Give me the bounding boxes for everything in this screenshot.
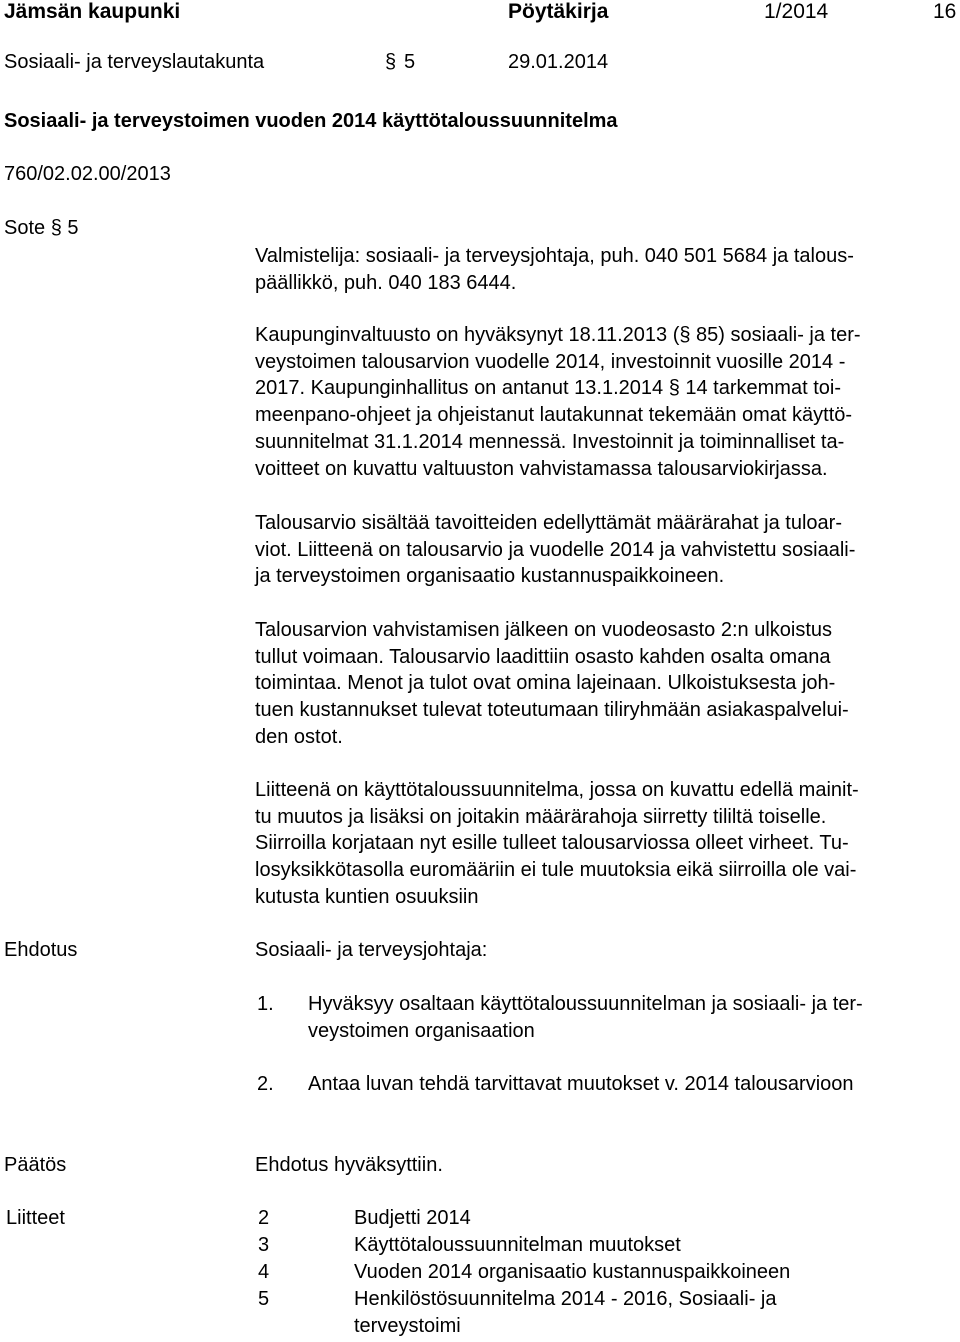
paragraph-line: viot. Liitteenä on talousarvio ja vuodelle 2014 ja vahvistettu sosiaali-: [255, 538, 856, 561]
attachment-number: 2: [258, 1207, 270, 1229]
proposal-label: Ehdotus: [4, 939, 78, 961]
reference-label: [4, 215, 79, 242]
paragraph-line: kutusta kuntien osuuksiin: [255, 885, 479, 908]
attachment-title: Henkilöstösuunnitelma 2014 - 2016, Sosiaali- ja: [354, 1288, 777, 1310]
decision-label: Päätös: [4, 1154, 67, 1176]
paragraph-line: päällikkö, puh. 040 183 6444.: [255, 271, 517, 294]
city-name: Jämsän kaupunki: [4, 0, 181, 23]
proposal-item-number: 1.: [257, 993, 274, 1015]
paragraph-line: suunnitelmat 31.1.2014 mennessä. Investoinnit ja toiminnalliset ta-: [255, 430, 845, 453]
paragraph-line: den ostot.: [255, 725, 343, 748]
paragraph-line: Talousarvio sisältää tavoitteiden edellyttämät määrärahat ja tuloar-: [255, 512, 842, 534]
paragraph-line: ja terveystoimen organisaatio kustannuspaikkoineen.: [255, 565, 725, 588]
paragraph-council-approval: [255, 322, 955, 482]
section-symbol-inline: §: [679, 324, 691, 346]
attachment-title-continued: terveystoimi: [354, 1315, 461, 1337]
paragraph-line: losyksikkötasolla euromääriin ei tule muutoksia eikä siirroilla ole vai-: [255, 859, 857, 882]
section-symbol: §: [385, 51, 397, 73]
paragraph-line: Siirroilla korjataan nyt esille tulleet talousarviossa olleet virheet. Tu-: [255, 832, 849, 855]
proposal-intro: Sosiaali- ja terveysjohtaja:: [255, 939, 488, 961]
paragraph-preparer: [255, 243, 955, 296]
section-symbol-inline: §: [668, 377, 680, 400]
page-number: 16: [933, 0, 957, 23]
attachment-number: 5: [258, 1288, 270, 1310]
paragraph-line: tuen kustannukset tulevat toteutumaan tiliryhmään asiakaspalvelui-: [255, 699, 849, 722]
board-name: Sosiaali- ja terveyslautakunta: [4, 51, 265, 73]
paragraph-line: meenpano-ohjeet ja ohjeistanut lautakunnat tekemään omat käyttö-: [255, 404, 853, 427]
attachment-title: Vuoden 2014 organisaatio kustannuspaikkoineen: [354, 1261, 791, 1283]
section-number: 5: [404, 51, 416, 73]
proposal-item-line: Antaa luvan tehdä tarvittavat muutokset v. 2014 talousarvioon: [308, 1073, 854, 1095]
paragraph-budget-contents: [255, 510, 955, 590]
paragraph-attachment-plan: [255, 777, 955, 911]
attachment-number: 3: [258, 1234, 270, 1256]
case-number: 760/02.02.00/2013: [4, 163, 171, 185]
paragraph-line: Liitteenä on käyttötaloussuunnitelma, jossa on kuvattu edellä mainit-: [255, 779, 859, 801]
decision-text: Ehdotus hyväksyttiin.: [255, 1154, 443, 1176]
reference-prefix: Sote: [4, 217, 46, 239]
paragraph-line: Talousarvion vahvistamisen jälkeen on vuodeosasto 2:n ulkoistus: [255, 619, 833, 641]
proposal-item: [308, 1071, 948, 1098]
paragraph-line: toimintaa. Menot ja tulot ovat omina lajeinaan. Ulkoistuksesta joh-: [255, 672, 836, 695]
paragraph-line: Valmistelija: sosiaali- ja terveysjohtaja, puh. 040 501 5684 ja talous-: [255, 245, 854, 267]
proposal-item-line: Hyväksyy osaltaan käyttötaloussuunnitelman ja sosiaali- ja ter-: [308, 993, 863, 1015]
paragraph-outsourcing: [255, 617, 955, 751]
paragraph-line: tullut voimaan. Talousarvio laadittiin osasto kahden osalta omana: [255, 645, 831, 668]
meeting-date: 29.01.2014: [508, 51, 609, 73]
paragraph-line: Kaupunginvaltuusto on hyväksynyt 18.11.2013 (§ 85) sosiaali- ja ter-: [255, 324, 861, 346]
attachments-label: Liitteet: [6, 1207, 65, 1229]
proposal-item-line: veystoimen organisaation: [308, 1019, 535, 1042]
reference-symbol: §: [50, 217, 62, 239]
attachment-title: Budjetti 2014: [354, 1207, 471, 1229]
paragraph-line: 2017. Kaupunginhallitus on antanut 13.1.2014 § 14 tarkemmat toi-: [255, 377, 841, 400]
document-type: Pöytäkirja: [508, 0, 609, 23]
proposal-item: [308, 991, 948, 1044]
proposal-item-number: 2.: [257, 1073, 274, 1095]
paragraph-line: voitteet on kuvattu valtuuston vahvistamassa talousarviokirjassa.: [255, 457, 828, 480]
paragraph-line: veystoimen talousarvion vuodelle 2014, investoinnit vuosille 2014 -: [255, 350, 846, 373]
attachment-number: 4: [258, 1261, 270, 1283]
issue-number: 1/2014: [764, 0, 829, 23]
page-title: Sosiaali- ja terveystoimen vuoden 2014 käyttötaloussuunnitelma: [4, 110, 618, 132]
paragraph-line: tu muutos ja lisäksi on joitakin määrärahoja siirretty tililtä toiselle.: [255, 805, 827, 828]
reference-number: 5: [67, 217, 79, 239]
attachment-title: Käyttötaloussuunnitelman muutokset: [354, 1234, 681, 1256]
